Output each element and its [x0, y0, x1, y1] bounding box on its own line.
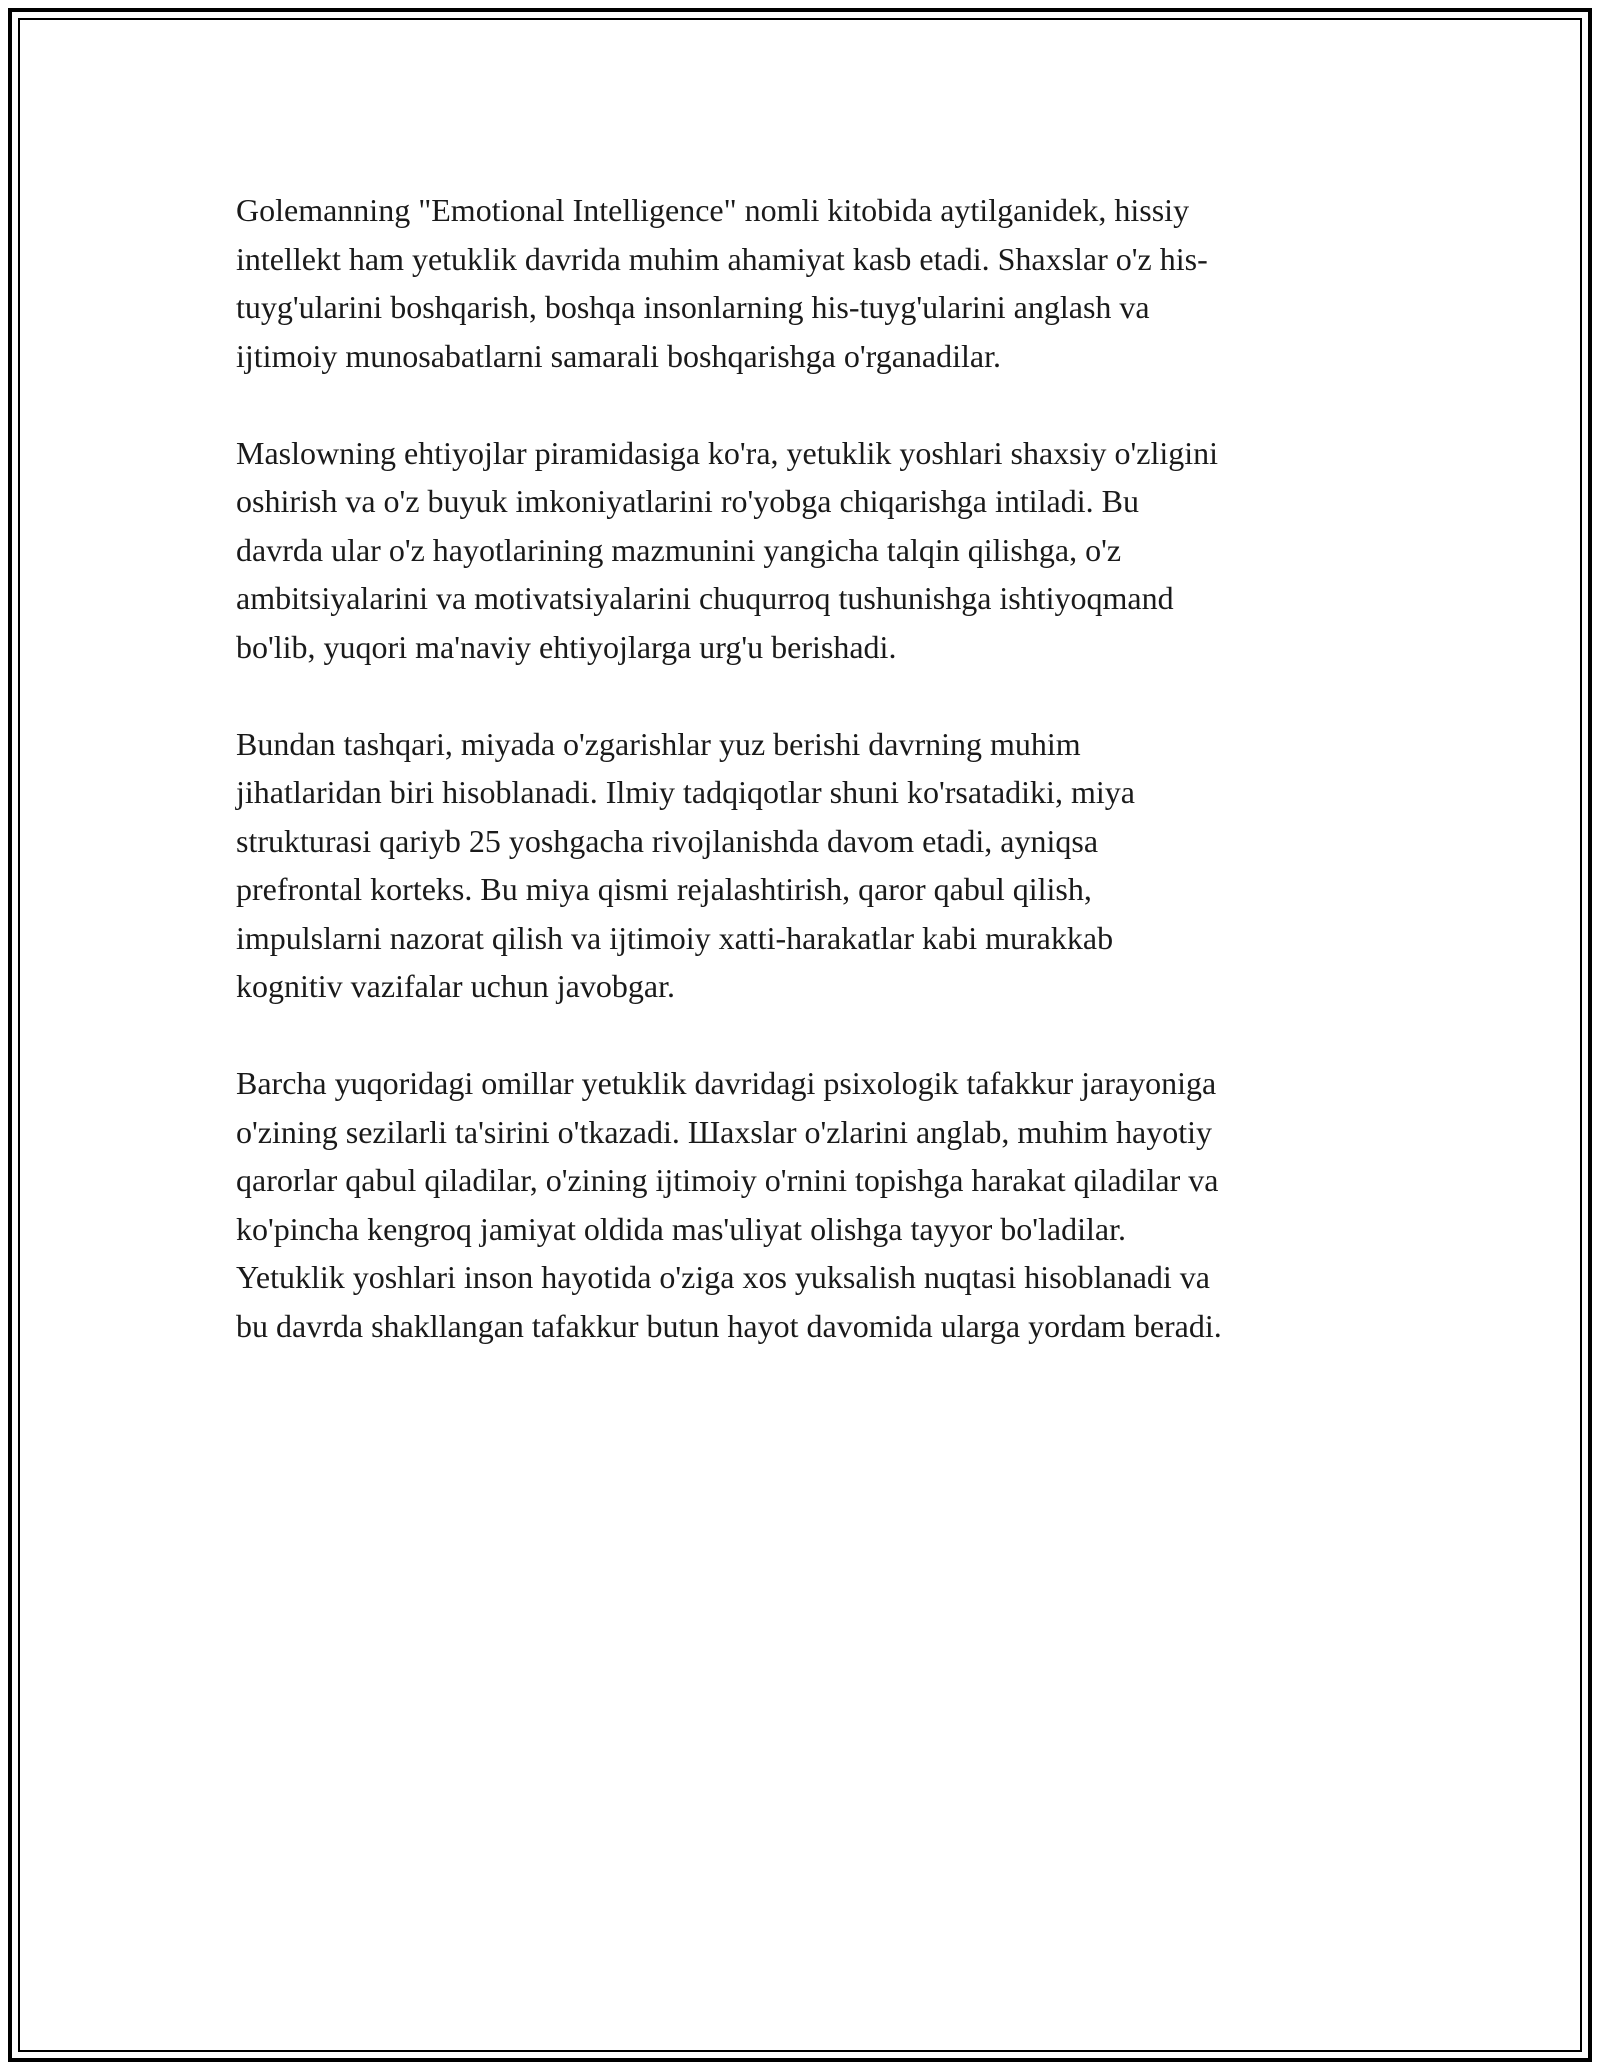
paragraph-conclusion: Barcha yuqoridagi omillar yetuklik davridagi psixologik tafakkur jarayoniga o'zining sezilarli ta'sirini o'tkazadi. Шaxslar o'zlarini anglab, muhim hayotiy qarorlar qabul qiladilar, o'zining ijtimoiy o'rnini topishga harakat qiladilar va ko'pincha kengroq jamiyat oldida mas'uliyat olishga tayyor bo'ladilar. Yetuklik yoshlari inson hayotida o'ziga xos yuksalish nuqtasi hisoblanadi va bu davrda shakllangan tafakkur butun hayot davomida ularga yordam beradi.	[236, 1065, 1222, 1344]
paragraph-maslow-hierarchy: Maslowning ehtiyojlar piramidasiga ko'ra, yetuklik yoshlari shaxsiy o'zligini oshirish va o'z buyuk imkoniyatlarini ro'yobga chiqarishga intiladi. Bu davrda ular o'z hayotlarining mazmunini yangicha talqin qilishga, o'z ambitsiyalarini va motivatsiyalarini chuqurroq tushunishga ishtiyoqmand bo'lib, yuqori ma'naviy ehtiyojlarga urg'u berishadi.	[236, 434, 1219, 665]
paragraph-brain-development: Bundan tashqari, miyada o'zgarishlar yuz berishi davrning muhim jihatlaridan biri hisoblanadi. Ilmiy tadqiqotlar shuni ko'rsatadiki, miya strukturasi qariyb 25 yoshgacha rivojlanishda davom etadi, ayniqsa prefrontal korteks. Bu miya qismi rejalashtirish, qaror qabul qilish, impulslarni nazorat qilish va ijtimoiy xatti-harakatlar kabi murakkab kognitiv vazifalar uchun javobgar.	[236, 725, 1135, 1004]
document-body	[236, 186, 1396, 1399]
paragraph-emotional-intelligence: Golemanning "Emotional Intelligence" nomli kitobida aytilganidek, hissiy intellekt ham yetuklik davrida muhim ahamiyat kasb etadi. Shaxslar o'z his- tuyg'ularini boshqarish, boshqa insonlarning his-tuyg'ularini anglash va ijtimoiy munosabatlarni samarali boshqarishga o'rganadilar.	[236, 192, 1208, 374]
